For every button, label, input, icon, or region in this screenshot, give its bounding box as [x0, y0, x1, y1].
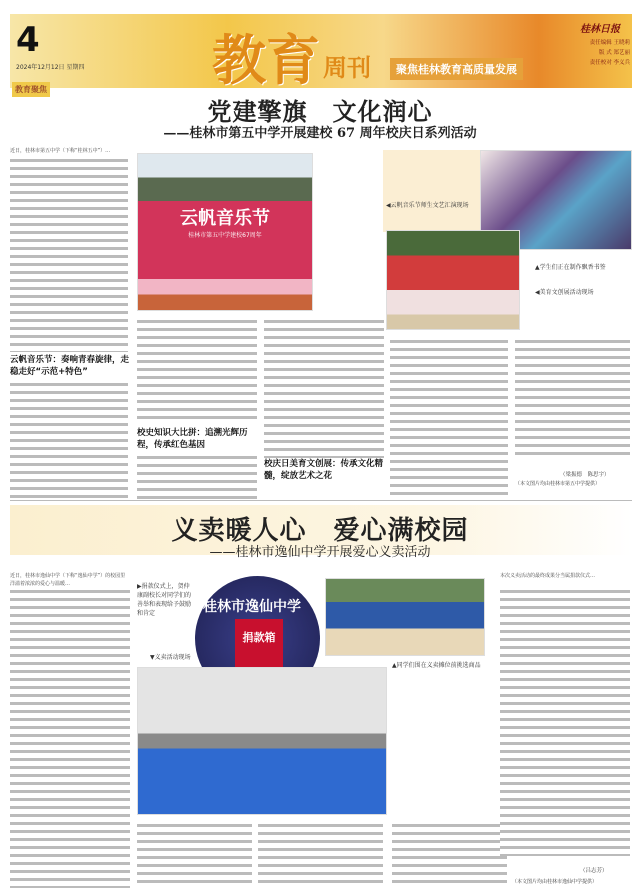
photo-students-stall	[325, 578, 485, 656]
article1-body-col1	[10, 157, 128, 352]
article1-title: 党建擎旗 文化润心	[207, 98, 433, 126]
masthead-suffix: 周刊	[323, 53, 371, 82]
circle-text: 桂林市逸仙中学	[203, 599, 301, 615]
caption-charity-sale: ▼义卖活动现场	[150, 654, 191, 661]
caption-donation: ▶捐款仪式上，贺仲康副校长对同学们的善举和表现给予鼓励和肯定	[137, 583, 192, 617]
page-number: 4	[16, 20, 40, 60]
masthead-title: 教育	[212, 28, 320, 92]
stage-banner-sub: 桂林市第五中学建校67周年	[188, 232, 262, 239]
article2-body-col4	[392, 822, 507, 888]
article1-subtitle: ——桂林市第五中学开展建校 67 周年校庆日系列活动	[163, 126, 477, 141]
section-tag: 教育聚焦	[12, 82, 50, 97]
issue-date: 2024年12月12日 星期四	[16, 64, 85, 71]
donation-box: 捐款箱	[235, 619, 283, 689]
masthead-banner	[10, 14, 632, 88]
staff-proof: 责任校对 李义兵	[589, 60, 630, 66]
caption-music-festival: ◀云帆音乐节师生文艺汇演现场	[386, 202, 469, 209]
staff-layout: 版 式 郑艺丽	[599, 50, 630, 56]
article2-credit: （本文图片均由桂林市逸仙中学提供）	[512, 879, 598, 885]
article1-byline: （梁振德 陈思宇）	[560, 472, 610, 478]
article1-credit: （本文图片均由桂林市第五中学提供）	[515, 481, 601, 487]
photo-charity-sale-scene	[137, 667, 387, 815]
stage-banner-text: 云帆音乐节	[180, 208, 270, 229]
article2-byline: （吕志芳）	[580, 868, 608, 874]
article2-title: 义卖暖人心 爱心满校园	[171, 516, 469, 546]
article2-body-col1	[10, 588, 130, 888]
staff-list	[575, 38, 630, 68]
article1-subhead-2: 校史知识大比拼：追溯光辉历程，传承红色基因	[137, 428, 248, 450]
caption-bookmarks: ▲学生们正在制作飘香书签	[535, 264, 606, 271]
caption-art-exhibition: ◀美育文创展活动现场	[535, 289, 594, 296]
article2-lead: 近日，桂林市逸仙中学（下称“逸仙中学”）的校园里洋溢着浓浓的爱心与温暖…	[10, 573, 126, 587]
paper-logo: 桂林日报	[580, 24, 620, 35]
article2-body-col5	[500, 588, 630, 856]
article2-subtitle: ——桂林市逸仙中学开展爱心义卖活动	[209, 545, 431, 560]
photo-music-festival	[137, 153, 313, 311]
article1-body-col2	[137, 318, 257, 423]
article1-subhead-1: 云帆音乐节：奏响青春旋律，走稳走好“示范+特色”	[10, 355, 130, 377]
article2-body-col2	[137, 822, 252, 888]
article1-body-col1b	[10, 381, 128, 501]
caption-bg	[383, 150, 480, 232]
photo-art-exhibition	[386, 230, 520, 330]
article2-body-col3	[258, 822, 383, 888]
article1-subhead-3: 校庆日美育文创展：传承文化精髓，绽放艺术之花	[264, 459, 384, 481]
staff-editor: 责任编辑 王晓莉	[589, 40, 630, 46]
section-divider	[10, 500, 632, 501]
caption-students-stall: ▲同学们围在义卖摊位前挑选商品	[392, 662, 481, 669]
slogan: 聚焦桂林教育高质量发展	[390, 58, 523, 80]
article1-body-col4	[390, 338, 508, 500]
article1-body-col5	[515, 338, 630, 458]
article2-right-lead: 本次义卖活动的最终成果分当属捐款仪式…	[500, 573, 596, 579]
article1-body-col2b	[137, 454, 257, 500]
article1-lead: 近日，桂林市第五中学（下称“桂林五中”）…	[10, 148, 111, 154]
article1-body-col3	[264, 318, 384, 458]
